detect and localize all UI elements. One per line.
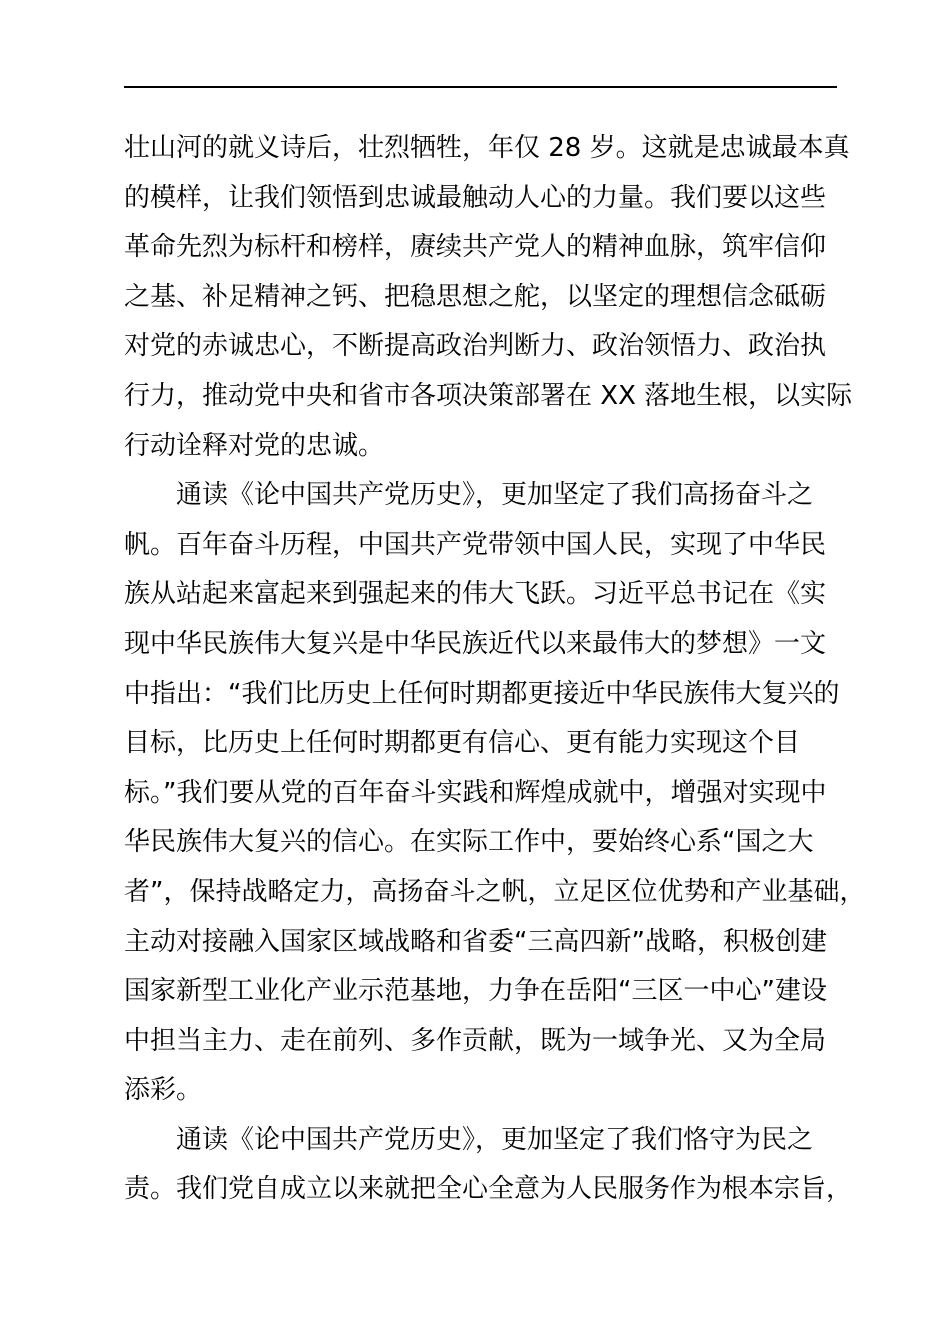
text-line: 的模样，让我们领悟到忠诚最触动人心的力量。我们要以这些	[124, 182, 827, 213]
text-line: 者”，保持战略定力，高扬奋斗之帆，立足区位优势和产业基础，	[124, 876, 866, 907]
text-line: 责。我们党自成立以来就把全心全意为人民服务作为根本宗旨，	[124, 1174, 853, 1205]
text-line: 华民族伟大复兴的信心。在实际工作中，要始终心系“国之大	[124, 827, 814, 858]
text-line: 目标，比历史上任何时期都更有信心、更有能力实现这个目	[124, 728, 801, 759]
text-line: 行力，推动党中央和省市各项决策部署在 XX 落地生根，以实际	[124, 380, 853, 411]
header-rule	[124, 86, 837, 88]
text-line: 族从站起来富起来到强起来的伟大飞跃。习近平总书记在《实	[124, 579, 827, 610]
text-line: 行动诠释对党的忠诚。	[124, 430, 385, 461]
text-line: 革命先烈为标杆和榜样，赓续共产党人的精神血脉，筑牢信仰	[124, 232, 827, 263]
text-line: 通读《论中国共产党历史》，更加坚定了我们恪守为民之	[124, 1124, 814, 1155]
text-line: 中指出：“我们比历史上任何时期都更接近中华民族伟大复兴的	[124, 678, 840, 709]
text-line: 中担当主力、走在前列、多作贡献，既为一域争光、又为全局	[124, 1025, 827, 1056]
text-line: 通读《论中国共产党历史》，更加坚定了我们高扬奋斗之	[124, 480, 814, 511]
text-line: 壮山河的就义诗后，壮烈牺牲，年仅 28 岁。这就是忠诚最本真	[124, 133, 850, 163]
text-line: 主动对接融入国家区域战略和省委“三高四新”战略，积极创建	[124, 926, 827, 957]
text-line: 现中华民族伟大复兴是中华民族近代以来最伟大的梦想》一文	[124, 628, 827, 659]
text-line: 帆。百年奋斗历程，中国共产党带领中国人民，实现了中华民	[124, 529, 827, 560]
text-line: 之基、补足精神之钙、把稳思想之舵，以坚定的理想信念砥砺	[124, 281, 827, 312]
text-line: 标。”我们要从党的百年奋斗实践和辉煌成就中，增强对实现中	[124, 777, 827, 808]
text-line: 对党的赤诚忠心，不断提高政治判断力、政治领悟力、政治执	[124, 331, 827, 362]
text-line: 添彩。	[124, 1075, 203, 1106]
body-text	[124, 124, 864, 1215]
text-line: 国家新型工业化产业示范基地，力争在岳阳“三区一中心”建设	[124, 976, 827, 1007]
